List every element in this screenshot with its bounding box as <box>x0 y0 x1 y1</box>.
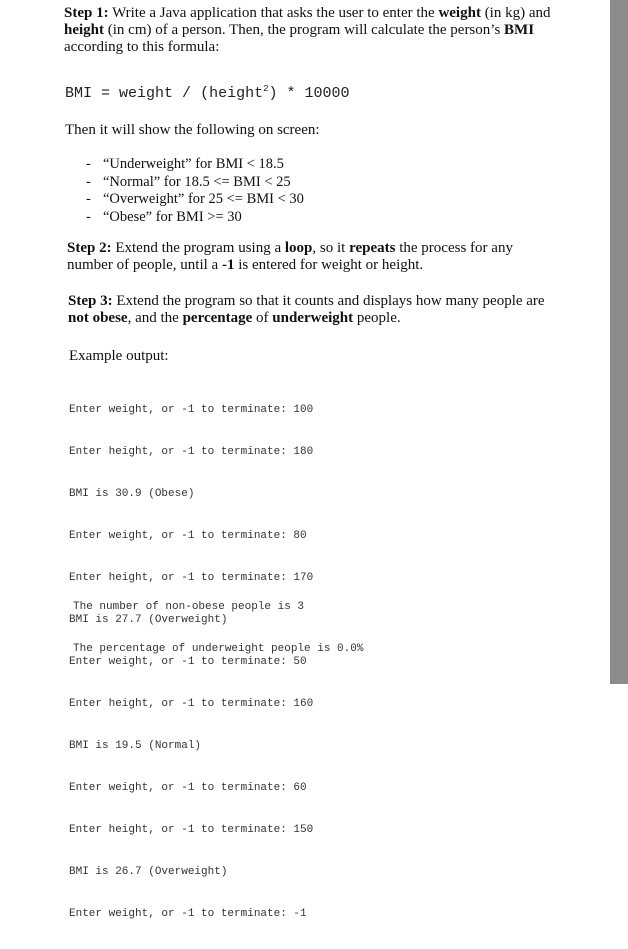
summary-line: The number of non-obese people is 3 <box>73 601 305 613</box>
output-line: BMI is 27.7 (Overweight) <box>69 614 228 626</box>
output-line: Enter weight, or -1 to terminate: 100 <box>69 404 314 416</box>
summary-line: The percentage of underweight people is 0.0% <box>73 643 364 655</box>
output-line: BMI is 30.9 (Obese) <box>69 488 195 500</box>
step3-line2: not obese, and the percentage of underweight people. <box>68 310 401 326</box>
list-item: - “Overweight” for 25 <= BMI < 30 <box>86 191 304 207</box>
step1-paragraph <box>64 5 584 56</box>
step1-line3: according to this formula: <box>64 39 220 55</box>
output-line: Enter height, or -1 to terminate: 170 <box>69 572 314 584</box>
summary-output <box>73 572 363 684</box>
step3-paragraph <box>68 293 598 327</box>
list-item: - “Obese” for BMI >= 30 <box>86 208 242 225</box>
step2-label: Step 2: <box>67 240 112 256</box>
then-text: Then it will show the following on screen: <box>65 122 320 138</box>
step1-line2: height (in cm) of a person. Then, the program will calculate the person’s BMI <box>64 22 535 38</box>
category-list <box>86 156 304 226</box>
output-line: Enter height, or -1 to terminate: 150 <box>69 824 314 836</box>
output-line: Enter height, or -1 to terminate: 180 <box>69 446 314 458</box>
right-margin-bar <box>610 0 628 684</box>
step3-line1: Step 3: Extend the program so that it counts and displays how many people are <box>68 293 545 309</box>
output-line: Enter weight, or -1 to terminate: -1 <box>69 908 307 920</box>
output-line: BMI is 19.5 (Normal) <box>69 740 202 752</box>
output-line: BMI is 26.7 (Overweight) <box>69 866 228 878</box>
step3-label: Step 3: <box>68 293 113 309</box>
output-line: Enter height, or -1 to terminate: 160 <box>69 698 314 710</box>
step2-line1: Step 2: Extend the program using a loop, so it repeats the process for any <box>67 240 513 256</box>
output-line: Enter weight, or -1 to terminate: 80 <box>69 530 307 542</box>
step2-paragraph <box>67 240 587 274</box>
step2-line2: number of people, until a -1 is entered for weight or height. <box>67 257 424 273</box>
list-item: - “Underweight” for BMI < 18.5 <box>86 156 284 172</box>
output-line: Enter weight, or -1 to terminate: 50 <box>69 656 307 668</box>
example-label: Example output: <box>69 348 169 364</box>
step1-line1: Step 1: Write a Java application that asks the user to enter the weight (in kg) and <box>64 5 551 21</box>
bmi-formula: BMI = weight / (height$^2$) * 10000 <box>65 84 350 102</box>
list-item: - “Normal” for 18.5 <= BMI < 25 <box>86 173 291 190</box>
step1-label: Step 1: <box>64 5 109 21</box>
output-line: Enter weight, or -1 to terminate: 60 <box>69 782 307 794</box>
